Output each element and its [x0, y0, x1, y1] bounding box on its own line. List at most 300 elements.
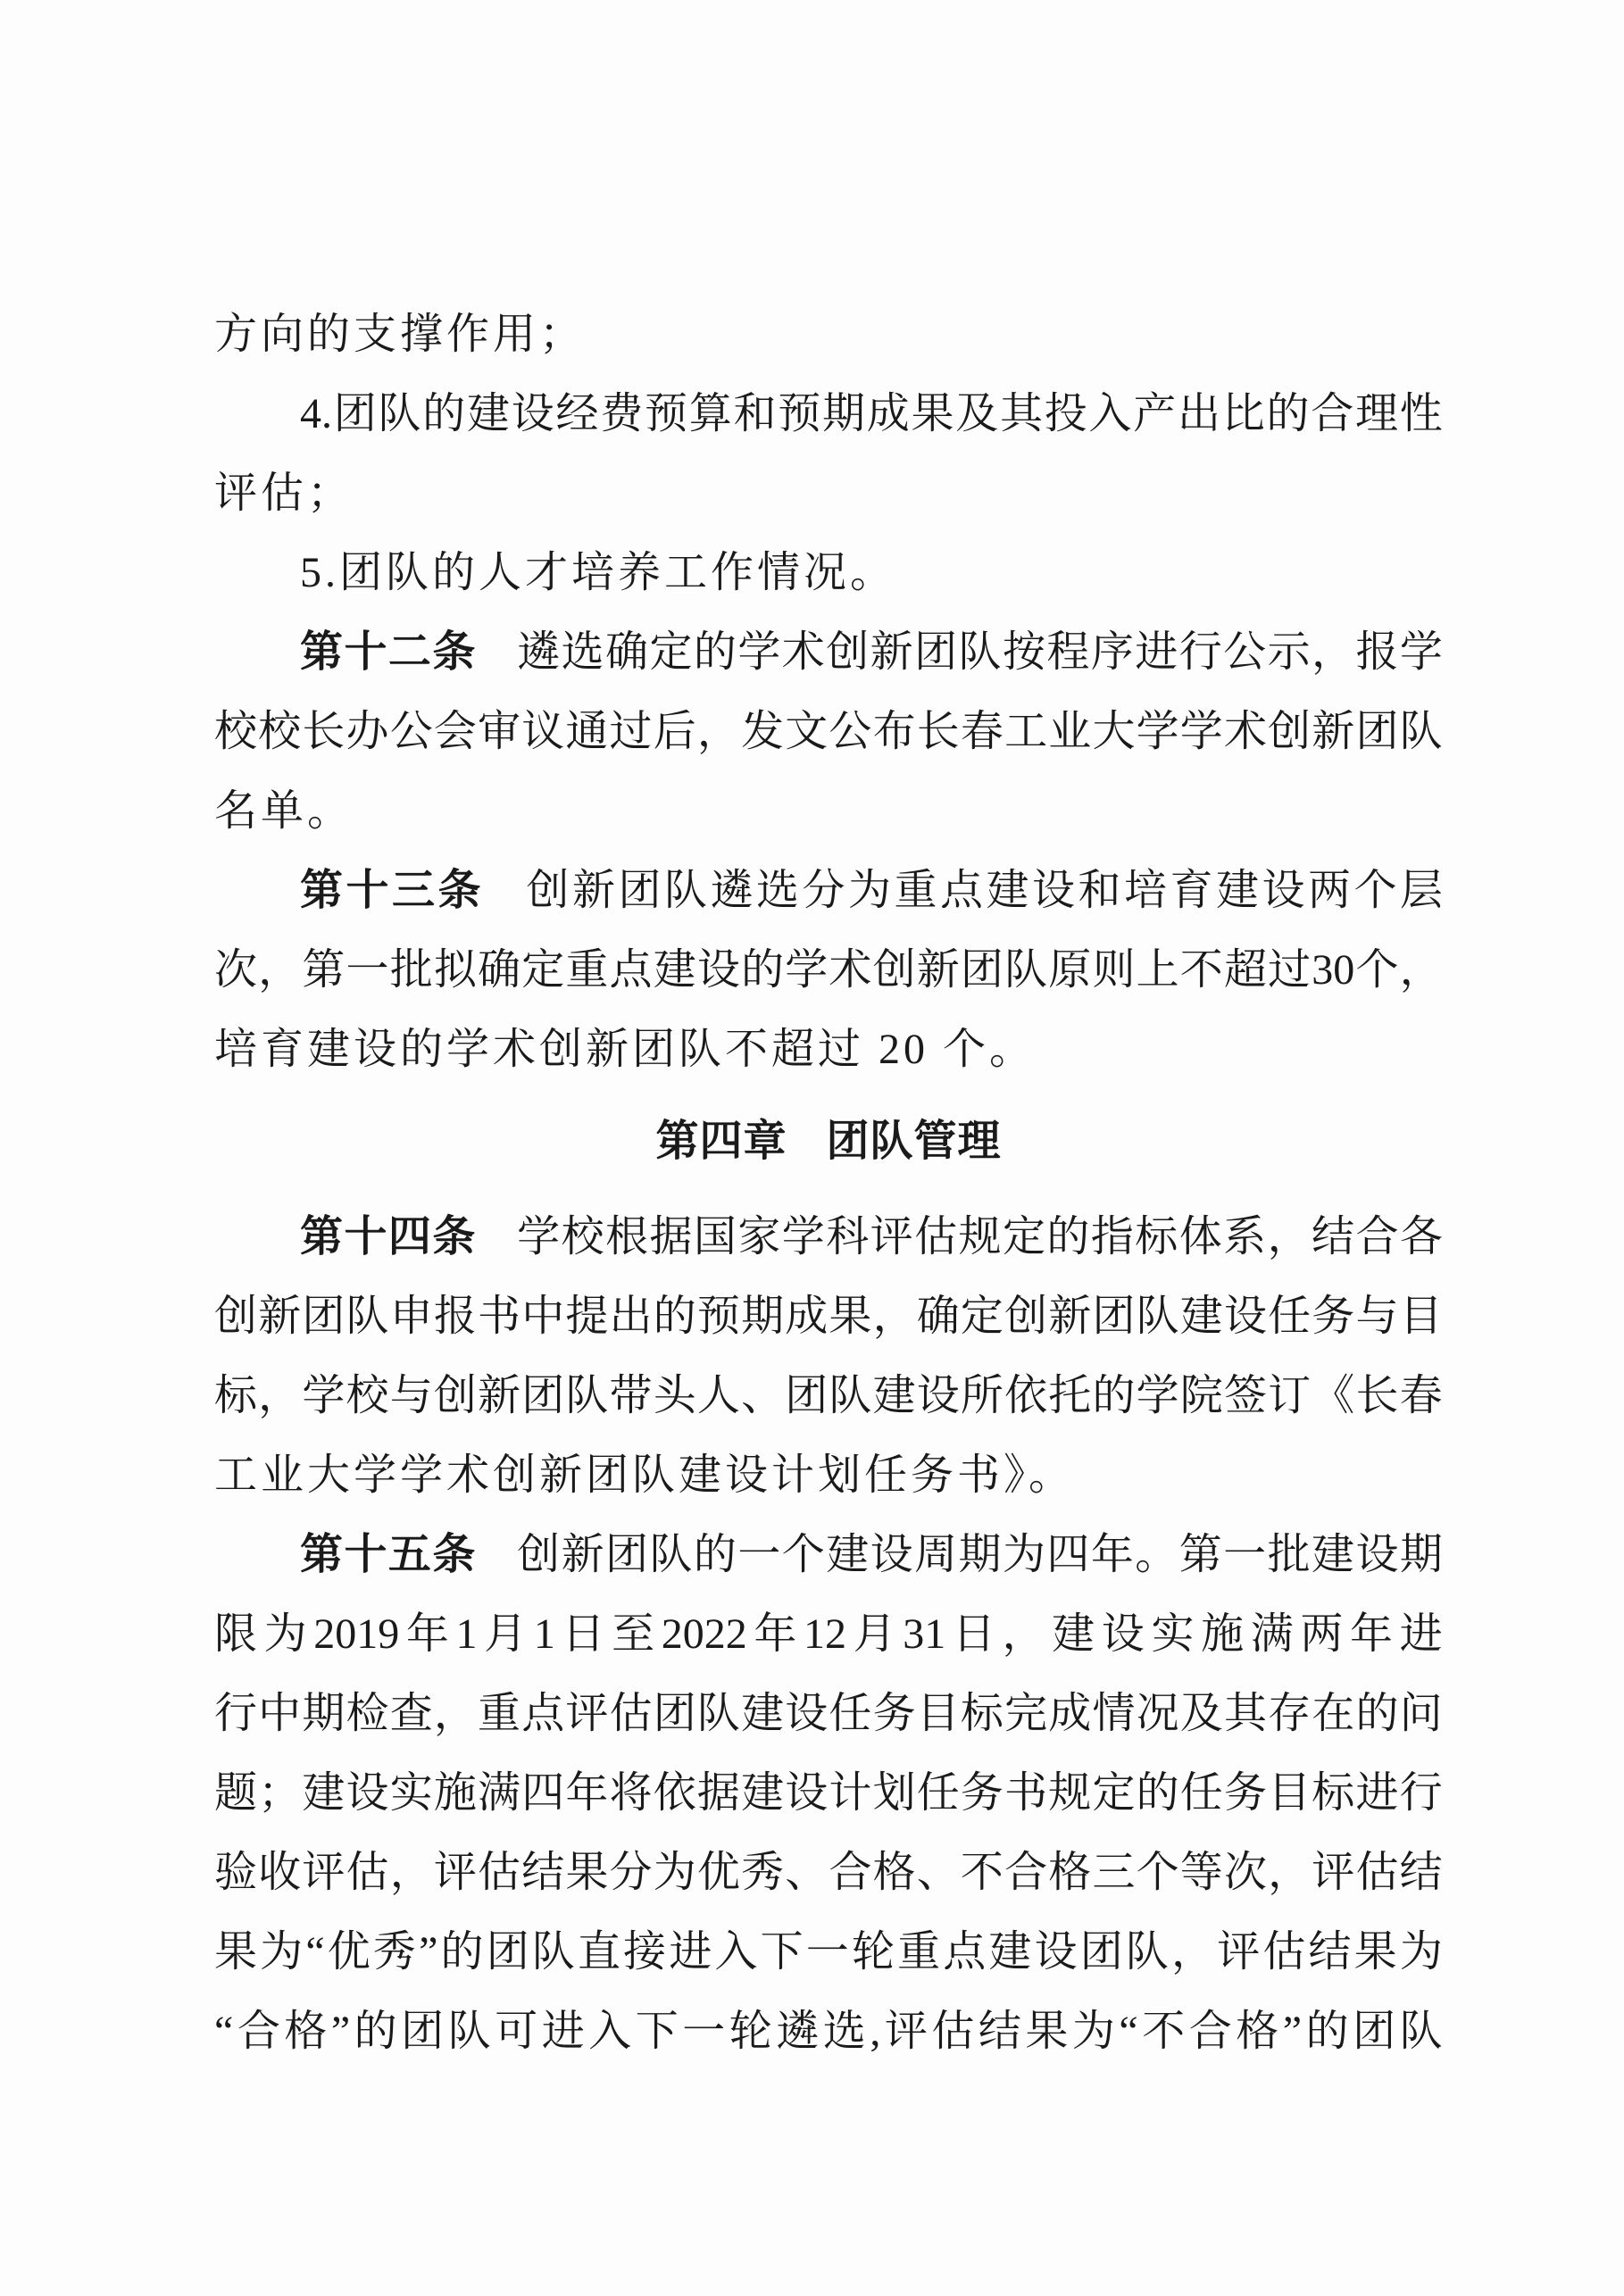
text-run: 公 [829, 708, 872, 755]
text-run: 重 [478, 1690, 521, 1737]
text-run: 况 [1136, 1690, 1179, 1737]
text-run: 据 [696, 1769, 740, 1817]
text-run: 将 [609, 1769, 653, 1817]
text-run: 根 [605, 1213, 649, 1260]
text-run: 至 [612, 1610, 655, 1658]
text-run: 比 [1221, 390, 1265, 437]
text-run: 的 [422, 390, 466, 437]
text-run: 术 [1223, 708, 1267, 755]
text-run: 个 [1355, 946, 1399, 994]
text-run: 点 [939, 867, 983, 914]
text-run: 团 [914, 628, 958, 676]
text-run: 2019 [313, 1610, 400, 1658]
text-run: 队 [346, 1293, 389, 1340]
text-run: 团 [1353, 2008, 1396, 2055]
text-run: 轮 [729, 2008, 772, 2055]
text-run: 头 [653, 1372, 696, 1419]
article-number-label: 十 [346, 867, 389, 914]
text-run: 务 [1223, 1769, 1267, 1817]
text-run: 估 [609, 1690, 653, 1737]
text-run: 审 [478, 708, 521, 755]
text-run: 为 [263, 1610, 307, 1658]
text-run: 分 [609, 1849, 653, 1896]
text-run: 建 [1052, 1610, 1095, 1658]
text-run: 和 [733, 390, 777, 437]
text-run: 点 [609, 946, 653, 994]
text-run: ” [419, 1928, 438, 1976]
text-run: 及 [1179, 1690, 1223, 1737]
text-line [214, 295, 1443, 374]
text-run: 月 [484, 1610, 528, 1658]
text-run: 一 [346, 946, 389, 994]
article-number-label: 条 [437, 867, 481, 914]
text-run: 轮 [851, 1928, 895, 1976]
text-run: 计 [829, 1769, 872, 1817]
text-run: 春 [960, 708, 1004, 755]
text-run: 任 [1268, 1293, 1312, 1340]
document-body [214, 295, 1443, 2071]
text-run: 队 [1004, 946, 1048, 994]
text-run: 、 [785, 1849, 829, 1896]
text-run: 院 [1179, 1372, 1223, 1419]
text-run: 带 [609, 1372, 653, 1419]
text-run: 托 [1048, 1372, 1092, 1419]
article-number-label: 第四章 [655, 1118, 787, 1165]
text-run: 格 [872, 1849, 916, 1896]
article-number-label: 第 [300, 1213, 344, 1260]
text-run: 完 [1004, 1690, 1048, 1737]
text-run: 国 [693, 1213, 737, 1260]
text-run: ， [1399, 946, 1443, 994]
text-run: 批 [1267, 1531, 1311, 1578]
text-run: 学 [737, 628, 781, 676]
text-run: 原 [1048, 946, 1092, 994]
article-number-label: 十 [344, 1213, 387, 1260]
text-run: 建 [826, 1531, 870, 1578]
text-run: 规 [958, 1213, 1002, 1260]
text-run: 的 [1046, 1213, 1090, 1260]
text-run: 预 [778, 390, 821, 437]
text-run: “ [1119, 2008, 1138, 2055]
text-run: 团 [1355, 708, 1399, 755]
text-run: 设 [785, 1769, 829, 1817]
text-run: 议 [521, 708, 565, 755]
text-run: 发 [741, 708, 785, 755]
text-run: 长 [1355, 1372, 1399, 1419]
text-run: 的 [1266, 390, 1310, 437]
text-run: 育 [1170, 867, 1213, 914]
text-run: 目 [1268, 1769, 1312, 1817]
text-run: 费 [600, 390, 644, 437]
text-line [214, 1277, 1443, 1356]
text-run: 验 [214, 1849, 258, 1896]
text-run: 设 [346, 1769, 389, 1817]
article-number-label: 十 [344, 628, 387, 676]
text-run: 合 [1355, 1213, 1399, 1260]
text-run: 所 [960, 1372, 1004, 1419]
text-run: 划 [872, 1769, 916, 1817]
text-run: 据 [649, 1213, 693, 1260]
text-run: 行 [1178, 628, 1222, 676]
text-run: 团 [302, 1293, 346, 1340]
article-number-label: 三 [392, 867, 436, 914]
text-run: 队 [447, 2008, 491, 2055]
text-run: 满 [1250, 1610, 1294, 1658]
article-number-label: 二 [387, 628, 431, 676]
article-number-label: 四 [387, 1213, 431, 1260]
text-run: 成 [1048, 1690, 1092, 1737]
text-run: 设 [511, 390, 554, 437]
text-line [214, 1515, 1443, 1594]
text-run: 施 [1201, 1610, 1245, 1658]
text-run: 家 [737, 1213, 781, 1260]
text-run: 新 [571, 867, 615, 914]
text-run: 书 [1004, 1769, 1048, 1817]
text-run: 队 [1399, 708, 1443, 755]
text-run: 学 [1179, 708, 1223, 755]
text-run: 序 [1090, 628, 1134, 676]
text-run: 性 [1399, 390, 1443, 437]
text-run: 施 [433, 1769, 477, 1817]
text-run: 新 [258, 1293, 302, 1340]
text-run: 入 [714, 1928, 758, 1976]
text-run: 的 [1136, 1769, 1179, 1817]
text-run: 工 [1004, 708, 1048, 755]
text-run: 公 [1223, 628, 1267, 676]
text-run: 培育建设的学术创新团队不超过 20 个。 [214, 1026, 1037, 1073]
text-run: 目 [1399, 1293, 1443, 1340]
text-run: 年 [1090, 1531, 1134, 1578]
text-run: 书 [478, 1293, 521, 1340]
text-run: 估 [1355, 1849, 1399, 1896]
text-run: 报 [433, 1293, 477, 1340]
text-run: 团 [401, 2008, 445, 2055]
text-run: 优 [327, 1928, 371, 1976]
text-run: 团 [960, 946, 1004, 994]
text-run: ， [1312, 628, 1355, 676]
text-run: 建 [741, 1690, 785, 1737]
text-run: 队 [1399, 2008, 1443, 2055]
text-run: 设 [785, 1690, 829, 1737]
text-run: 重 [897, 1928, 941, 1976]
text-run: 与 [1355, 1293, 1399, 1340]
text-run: 通 [565, 708, 609, 755]
text-run: 设 [1034, 1928, 1078, 1976]
text-run: 任 [829, 1690, 872, 1737]
text-run: 接 [623, 1928, 667, 1976]
text-line [214, 1912, 1443, 1992]
text-run: 限 [214, 1610, 258, 1658]
text-run: 一 [1223, 1531, 1267, 1578]
text-run: 为 [847, 867, 891, 914]
text-run: 满 [478, 1769, 521, 1817]
text-run: 出 [1177, 390, 1220, 437]
text-run: 进 [1135, 628, 1178, 676]
text-run: 期 [821, 390, 865, 437]
text-run: 30 [1312, 946, 1355, 994]
article-number-label: 条 [432, 1213, 476, 1260]
text-run: 建 [988, 1928, 1032, 1976]
text-run: 检 [346, 1690, 389, 1737]
text-run: 合 [829, 1849, 872, 1896]
text-run: 学 [785, 946, 829, 994]
text-run: ； [258, 1769, 302, 1817]
text-run: 评 [565, 1690, 609, 1737]
text-run: ， [1267, 1213, 1311, 1260]
text-run: 果 [911, 390, 954, 437]
text-run: 的 [1092, 1372, 1136, 1419]
text-run: 后 [653, 708, 696, 755]
text-run: 队 [378, 390, 421, 437]
text-run: 及 [955, 390, 999, 437]
text-run: 估 [346, 1849, 389, 1896]
text-run: 年 [565, 1769, 609, 1817]
text-line [214, 453, 1443, 533]
text-run: 周 [914, 1531, 958, 1578]
text-run: 收 [258, 1849, 302, 1896]
text-run: 的 [653, 1293, 696, 1340]
text-run: 优 [696, 1849, 740, 1896]
text-run: 其 [1223, 1690, 1267, 1737]
text-run: 评 [1312, 1849, 1355, 1896]
text-run: 果 [565, 1849, 609, 1896]
text-run: 校 [258, 708, 302, 755]
text-line [214, 771, 1443, 851]
text-run: 校 [561, 1213, 604, 1260]
text-run: 团 [1092, 1293, 1136, 1340]
text-line [214, 1197, 1443, 1277]
text-run: 申 [389, 1293, 433, 1340]
text-run: 和 [1078, 867, 1121, 914]
text-run: 设 [696, 946, 740, 994]
text-run: 估 [914, 1213, 958, 1260]
text-run: 格 [284, 2008, 328, 2055]
text-run: 建 [741, 1769, 785, 1817]
text-run: ， [1171, 1928, 1215, 1976]
text-run: ， [433, 1690, 477, 1737]
article-number-label: 五 [387, 1531, 431, 1578]
text-run: 为 [1071, 2008, 1115, 2055]
text-run: 指 [1090, 1213, 1134, 1260]
text-run: 定 [1002, 1213, 1045, 1260]
text-run: 各 [1399, 1213, 1443, 1260]
text-run: 建 [1312, 1531, 1355, 1578]
text-run: 行 [214, 1690, 258, 1737]
text-run: 标 [1135, 1213, 1178, 1260]
text-run: 标 [960, 1690, 1004, 1737]
text-run: 科 [826, 1213, 870, 1260]
text-run: 4. [300, 390, 332, 437]
text-run: 团 [618, 867, 662, 914]
text-run: 学 [781, 1213, 825, 1260]
text-run: 校 [346, 1372, 389, 1419]
text-run: 则 [1092, 946, 1136, 994]
text-run: 超 [1223, 946, 1267, 994]
text-run: ， [389, 1849, 433, 1896]
text-run: 月 [853, 1610, 896, 1658]
text-run: ， [1268, 1849, 1312, 1896]
text-run: 人 [696, 1372, 740, 1419]
text-line [214, 1594, 1443, 1674]
text-run: 任 [916, 1769, 960, 1817]
text-run: 5.团队的人才培养工作情况。 [300, 549, 897, 596]
text-run: 个 [1353, 867, 1397, 914]
text-run: 任 [1179, 1769, 1223, 1817]
text-run: 合 [1311, 390, 1354, 437]
text-run: 培 [1123, 867, 1167, 914]
text-run: 进 [1355, 1769, 1399, 1817]
text-run: 果 [1353, 1928, 1397, 1976]
text-run: 结 [1312, 1213, 1355, 1260]
text-run: 四 [1046, 1531, 1090, 1578]
text-run: 果 [829, 1293, 872, 1340]
text-run: 与 [389, 1372, 433, 1419]
article-number-label: 条 [432, 1531, 476, 1578]
text-line [214, 612, 1443, 692]
text-run: 产 [1133, 390, 1177, 437]
text-run: 的 [741, 946, 785, 994]
text-run: 的 [693, 628, 737, 676]
text-run: 两 [1307, 867, 1351, 914]
text-run: 学 [302, 1372, 346, 1419]
text-run: 遴 [517, 628, 561, 676]
text-line [214, 533, 1443, 612]
text-run: 按 [1002, 628, 1045, 676]
text-line [214, 851, 1443, 930]
text-run: 建 [872, 1372, 916, 1419]
text-run: 下 [635, 2008, 679, 2055]
text-run: 评 [1217, 1928, 1261, 1976]
text-run: 选 [755, 867, 799, 914]
text-run: 次 [1223, 1849, 1267, 1896]
text-run: 业 [1048, 708, 1092, 755]
text-run: ” [1282, 2008, 1303, 2055]
text-run: 点 [943, 1928, 987, 1976]
text-run: 队 [1136, 1293, 1179, 1340]
text-run: 的 [1305, 2008, 1349, 2055]
text-run: 队 [829, 1372, 872, 1419]
text-run: 层 [1399, 867, 1443, 914]
text-run: 新 [1048, 1293, 1092, 1340]
text-run: 期 [1399, 1531, 1443, 1578]
text-run: 秀 [372, 1928, 416, 1976]
text-run: 团 [486, 1928, 529, 1976]
text-run: 下 [760, 1928, 804, 1976]
text-run: 团 [521, 1372, 565, 1419]
text-run: 果 [214, 1928, 258, 1976]
text-line [214, 1674, 1443, 1753]
text-run: , [870, 2008, 881, 2055]
text-run: 队 [663, 867, 707, 914]
text-run: 评 [433, 1849, 477, 1896]
text-run: 估 [478, 1849, 521, 1896]
text-run: 确 [478, 946, 521, 994]
text-line [214, 1833, 1443, 1912]
text-run: ， [1002, 1610, 1045, 1658]
text-run: 、 [741, 1372, 785, 1419]
text-run: 、 [916, 1849, 960, 1896]
text-run: 情 [1092, 1690, 1136, 1737]
text-run: 订 [1268, 1372, 1312, 1419]
text-line [214, 1435, 1443, 1515]
text-run: 结 [978, 2008, 1021, 2055]
text-run: 存 [1268, 1690, 1312, 1737]
text-run: 评估； [214, 470, 354, 517]
text-run: 31 [903, 1610, 946, 1658]
text-run: 算 [688, 390, 732, 437]
text-run: 体 [1178, 1213, 1222, 1260]
text-run: 成 [785, 1293, 829, 1340]
text-line [214, 1010, 1443, 1089]
text-run: 签 [1223, 1372, 1267, 1419]
text-run: 长 [916, 708, 960, 755]
text-run: 一 [805, 1928, 849, 1976]
text-run: 办 [346, 708, 389, 755]
text-run: 为 [653, 1849, 696, 1896]
text-run: 第 [302, 946, 346, 994]
text-run: 务 [1312, 1293, 1355, 1340]
text-run: 遴 [710, 867, 754, 914]
text-run: 团 [785, 1372, 829, 1419]
text-run: 目 [916, 1690, 960, 1737]
text-run: 长 [302, 708, 346, 755]
text-run: 文 [785, 708, 829, 755]
text-run: 预 [696, 1293, 740, 1340]
text-run: 2022 [661, 1610, 747, 1658]
text-run: 进 [1399, 1610, 1443, 1658]
text-run: 建 [1215, 867, 1259, 914]
text-run: 新 [561, 1531, 604, 1578]
text-run: 题 [214, 1769, 258, 1817]
text-run: 建 [986, 867, 1029, 914]
text-run: 设 [916, 1372, 960, 1419]
text-run: 第 [1178, 1531, 1222, 1578]
text-run: 个 [781, 1531, 825, 1578]
text-run: 建 [1179, 1293, 1223, 1340]
text-run: 为 [1002, 1531, 1045, 1578]
text-run: 果 [1025, 2008, 1069, 2055]
text-run: 合 [237, 2008, 280, 2055]
text-run: 务 [960, 1769, 1004, 1817]
text-run: 实 [1151, 1610, 1195, 1658]
text-run: 点 [521, 1690, 565, 1737]
text-run: 定 [1092, 1769, 1136, 1817]
text-run: 进 [541, 2008, 585, 2055]
text-run: 中 [258, 1690, 302, 1737]
text-run: 实 [389, 1769, 433, 1817]
text-run: ” [330, 2008, 351, 2055]
text-run: 12 [803, 1610, 846, 1658]
text-run: 新 [1312, 708, 1355, 755]
text-run: ， [258, 946, 302, 994]
text-run: 设 [1355, 1531, 1399, 1578]
text-run: 1 [533, 1610, 555, 1658]
text-run: 方向的支撑作用； [214, 311, 587, 358]
text-run: 为 [1399, 1928, 1443, 1976]
text-run: 《 [1312, 1372, 1355, 1419]
text-run: 1 [455, 1610, 478, 1658]
text-run: 工业大学学术创新团队建设计划任务书》。 [214, 1452, 1076, 1499]
text-run: 一 [737, 1531, 781, 1578]
text-run: 创 [526, 867, 570, 914]
text-run: 团 [1079, 1928, 1123, 1976]
text-run: 估 [931, 2008, 975, 2055]
text-run: 。 [1135, 1531, 1178, 1578]
text-run: 评 [870, 1213, 913, 1260]
text-run: 不 [1179, 946, 1223, 994]
text-run: 学 [1136, 708, 1179, 755]
text-run: 遴 [776, 2008, 820, 2055]
